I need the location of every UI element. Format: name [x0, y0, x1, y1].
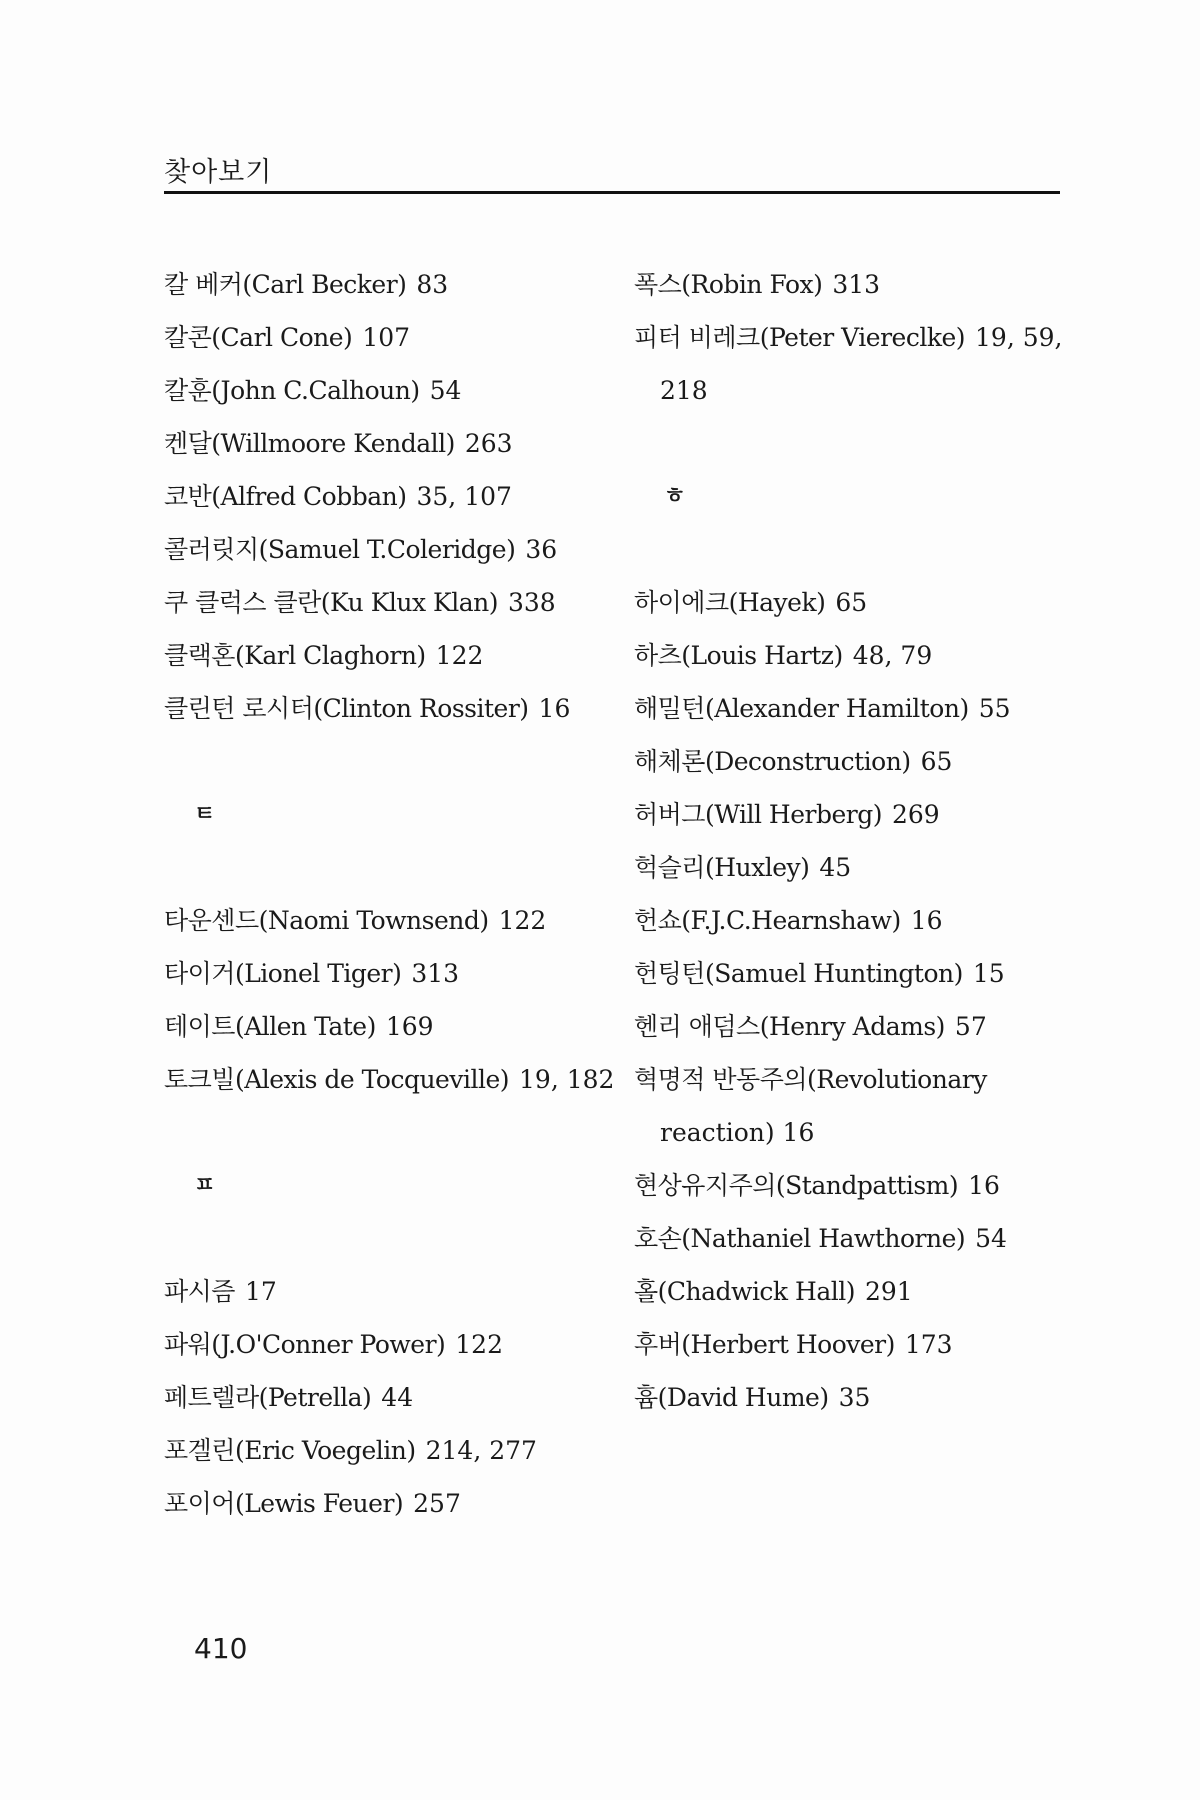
index-page-refs: 83: [416, 270, 449, 299]
index-entry: [164, 1371, 644, 1424]
index-entry: [634, 1000, 1104, 1053]
index-page-refs: 16: [538, 694, 571, 723]
index-entry: [164, 629, 644, 682]
index-term: 헌쇼(F.J.C.Hearnshaw): [634, 906, 901, 935]
index-page-refs: 35, 107: [416, 482, 512, 511]
index-entry: [164, 1424, 644, 1477]
index-entry: [164, 1477, 644, 1530]
index-page-refs: 313: [411, 959, 460, 988]
index-page-refs: 122: [435, 641, 484, 670]
index-term: 쿠 클럭스 클란(Ku Klux Klan): [164, 588, 498, 617]
index-page-refs: 55: [978, 694, 1011, 723]
index-entry-continuation: 218: [660, 376, 708, 405]
index-entry: [164, 311, 644, 364]
index-entry: [634, 735, 1104, 788]
section-spacer: [634, 523, 1104, 576]
index-entry-continuation: reaction) 16: [660, 1118, 815, 1147]
index-entry: [634, 1159, 1104, 1212]
index-page-refs: 291: [864, 1277, 913, 1306]
section-spacer: [164, 735, 644, 788]
index-term: 테이트(Allen Tate): [164, 1012, 376, 1041]
index-term: 하츠(Louis Hartz): [634, 641, 843, 670]
section-spacer: [164, 841, 644, 894]
index-page-refs: 16: [968, 1171, 1000, 1200]
index-term: 칼콘(Carl Cone): [164, 323, 353, 352]
section-letter: ㅍ: [194, 1173, 216, 1198]
index-entry: [164, 1318, 644, 1371]
index-term: 후버(Herbert Hoover): [634, 1330, 895, 1359]
index-entry: [634, 576, 1104, 629]
index-page-refs: 122: [455, 1330, 503, 1359]
index-page-refs: 269: [891, 800, 940, 829]
section-spacer: [164, 1106, 644, 1159]
index-page-refs: 45: [819, 853, 852, 882]
index-term: 포겔린(Eric Voegelin): [164, 1436, 416, 1465]
index-entry: [634, 1265, 1104, 1318]
index-entry: [164, 894, 644, 947]
index-page-refs: 19, 182: [519, 1065, 615, 1094]
index-page-refs: 48, 79: [852, 641, 933, 670]
index-term: 호손(Nathaniel Hawthorne): [634, 1224, 966, 1253]
index-page-refs: 65: [835, 588, 868, 617]
index-term: 칼 베커(Carl Becker): [164, 270, 407, 299]
index-page-refs: 257: [413, 1489, 461, 1518]
index-term: 포이어(Lewis Feuer): [164, 1489, 404, 1518]
index-page-refs: 19, 59,: [975, 323, 1063, 352]
index-page-refs: 169: [385, 1012, 434, 1041]
index-term: 헨리 애덤스(Henry Adams): [634, 1012, 945, 1041]
index-page-refs: 173: [904, 1330, 953, 1359]
index-term: 하이에크(Hayek): [634, 588, 826, 617]
index-entry: [164, 576, 644, 629]
index-term: 해체론(Deconstruction): [634, 747, 911, 776]
index-page-refs: 15: [972, 959, 1005, 988]
index-entry: [164, 364, 644, 417]
index-entry: [164, 1265, 644, 1318]
index-term: 혁명적 반동주의(Revolutionary: [634, 1065, 987, 1094]
index-page-refs: 107: [362, 323, 411, 352]
index-term: 현상유지주의(Standpattism): [634, 1171, 959, 1200]
index-term: 헌팅턴(Samuel Huntington): [634, 959, 963, 988]
index-term: 코반(Alfred Cobban): [164, 482, 407, 511]
index-term: 해밀턴(Alexander Hamilton): [634, 694, 969, 723]
index-term: 콜러릿지(Samuel T.Coleridge): [164, 535, 516, 564]
index-term: 헉슬리(Huxley): [634, 853, 810, 882]
index-term: 클린턴 로시터(Clinton Rossiter): [164, 694, 529, 723]
index-term: 켄달(Willmoore Kendall): [164, 429, 455, 458]
index-term: 피터 비레크(Peter Viereclke): [634, 323, 966, 352]
index-page-refs: 57: [954, 1012, 987, 1041]
index-page-refs: 313: [832, 270, 881, 299]
index-term: 파워(J.O'Conner Power): [164, 1330, 446, 1359]
index-term: 폭스(Robin Fox): [634, 270, 823, 299]
index-term: 칼훈(John C.Calhoun): [164, 376, 420, 405]
header-rule: [164, 191, 1060, 194]
index-page-refs: 54: [429, 376, 462, 405]
index-page-refs: 35: [838, 1383, 871, 1412]
index-entry: [164, 258, 644, 311]
index-term: 클랙혼(Karl Claghorn): [164, 641, 426, 670]
index-term: 타운센드(Naomi Townsend): [164, 906, 489, 935]
index-page-refs: 214, 277: [425, 1436, 537, 1465]
section-letter: ㅌ: [194, 802, 216, 827]
index-entry: [634, 894, 1104, 947]
index-entry: [164, 470, 644, 523]
index-entry: [164, 947, 644, 1000]
left-column: [164, 258, 644, 1530]
index-page-refs: 122: [498, 906, 547, 935]
right-column: [634, 258, 1104, 1424]
index-entry: [634, 841, 1104, 894]
index-entry: [634, 1053, 1104, 1106]
index-entry: [634, 947, 1104, 1000]
index-entry: [634, 629, 1104, 682]
index-term: 허버그(Will Herberg): [634, 800, 882, 829]
index-page-refs: 65: [920, 747, 953, 776]
index-term: 홀(Chadwick Hall): [634, 1277, 855, 1306]
index-page-refs: 44: [381, 1383, 414, 1412]
section-letter: ㅎ: [664, 484, 686, 509]
index-entry: [634, 1318, 1104, 1371]
index-entry: [164, 523, 644, 576]
index-term: 타이거(Lionel Tiger): [164, 959, 402, 988]
index-entry: [634, 258, 1104, 311]
section-spacer: [164, 1212, 644, 1265]
index-entry: [634, 682, 1104, 735]
index-entry: [634, 311, 1104, 364]
page-number: 410: [194, 1632, 248, 1665]
index-term: 토크빌(Alexis de Tocqueville): [164, 1065, 510, 1094]
section-spacer: [634, 417, 1104, 470]
index-page-refs: 54: [975, 1224, 1007, 1253]
running-head: 찾아보기: [164, 157, 273, 188]
index-page-refs: 263: [464, 429, 513, 458]
index-term: 흄(David Hume): [634, 1383, 829, 1412]
index-entry: [164, 417, 644, 470]
index-entry: [634, 788, 1104, 841]
index-entry: [634, 1212, 1104, 1265]
index-page-refs: 36: [525, 535, 558, 564]
index-entry: [164, 682, 644, 735]
index-term: 페트렐라(Petrella): [164, 1383, 372, 1412]
index-entry: [164, 1053, 644, 1106]
index-entry: [634, 1371, 1104, 1424]
index-page-refs: 17: [244, 1277, 277, 1306]
index-term: 파시즘: [164, 1277, 235, 1306]
index-page-refs: 338: [507, 588, 556, 617]
index-page-refs: 16: [910, 906, 943, 935]
index-entry: [164, 1000, 644, 1053]
